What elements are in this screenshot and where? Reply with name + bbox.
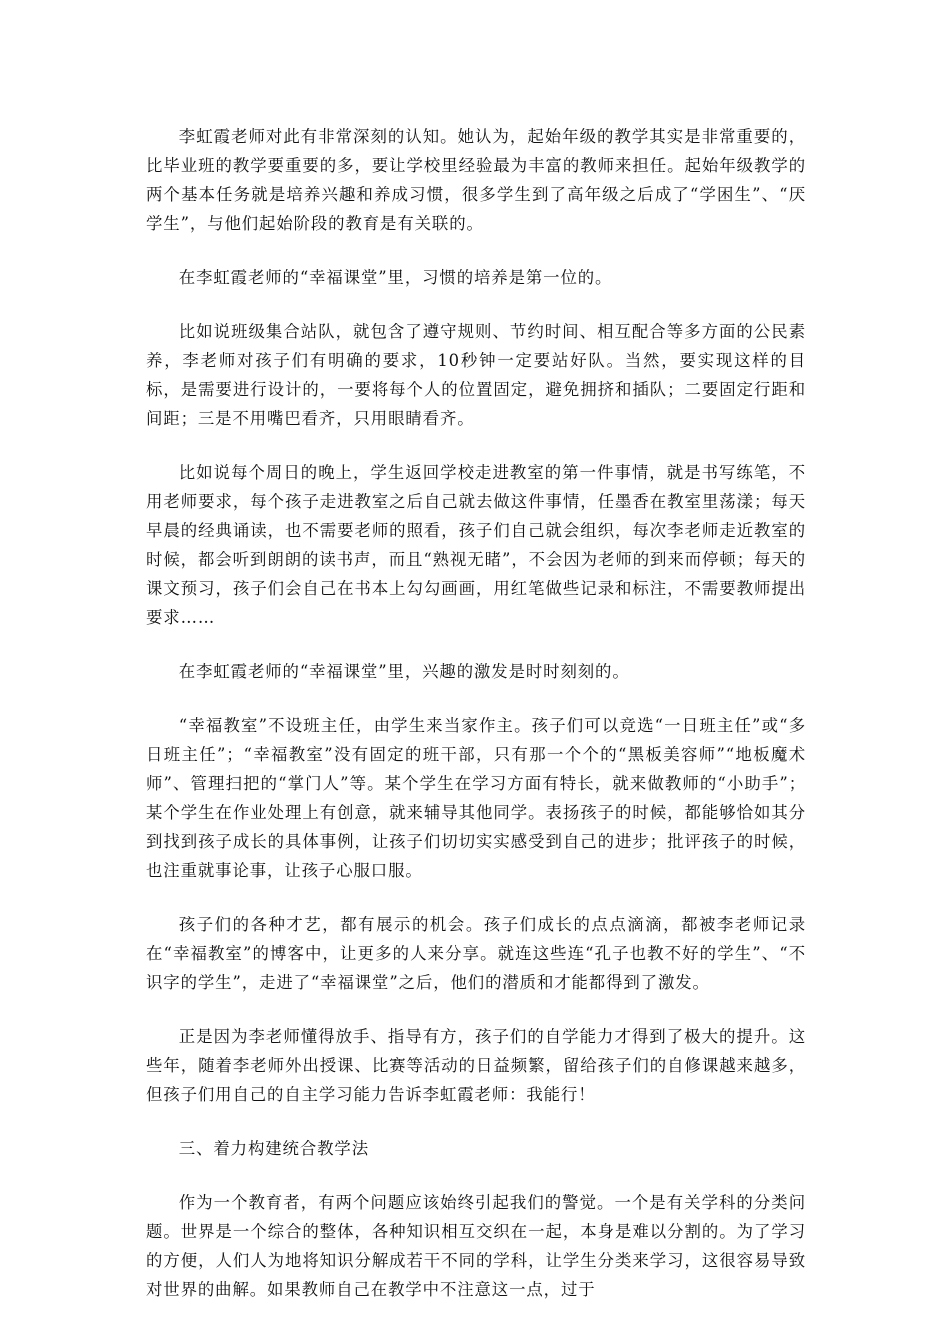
paragraph-8: 正是因为李老师懂得放手、指导有方，孩子们的自学能力才得到了极大的提升。这些年，随着李老师外出授课、比赛等活动的日益频繁，留给孩子们的自修课越来越多，但孩子们用自己的自主学习能力告诉李虹霞老师：我能行！ <box>146 1027 806 1104</box>
paragraph-6: “幸福教室”不设班主任，由学生来当家作主。孩子们可以竞选“一日班主任”或“多日班主任”；“幸福教室”没有固定的班干部，只有那一个个的“黑板美容师”“地板魔术师”、管理扫把的“掌门人”等。某个学生在学习方面有特长，就来做教师的“小助手”；某个学生在作业处理上有创意，就来辅导其他同学。表扬孩子的时候，都能够恰如其分到找到孩子成长的具体事例，让孩子们切切实实感受到自己的进步；批评孩子的时候，也注重就事论事，让孩子心服口服。 <box>146 716 806 880</box>
paragraph-1: 李虹霞老师对此有非常深刻的认知。她认为，起始年级的教学其实是非常重要的，比毕业班的教学要重要的多，要让学校里经验最为丰富的教师来担任。起始年级教学的两个基本任务就是培养兴趣和养成习惯，很多学生到了高年级之后成了“学困生”、“厌学生”，与他们起始阶段的教育是有关联的。 <box>146 127 806 233</box>
paragraph-5: 在李虹霞老师的“幸福课堂”里，兴趣的激发是时时刻刻的。 <box>178 662 630 681</box>
paragraph-final: 作为一个教育者，有两个问题应该始终引起我们的警觉。一个是有关学科的分类问题。世界是一个综合的整体，各种知识相互交织在一起，本身是难以分割的。为了学习的方便，人们人为地将知识分解成若干不同的学科，让学生分类来学习，这很容易导致对世界的曲解。如果教师自己在教学中不注意这一点，过于 <box>146 1193 806 1299</box>
paragraph-4: 比如说每个周日的晚上，学生返回学校走进教室的第一件事情，就是书写练笔，不用老师要求，每个孩子走进教室之后自己就去做这件事情，任墨香在教室里荡漾；每天早晨的经典诵读，也不需要老师的照看，孩子们自己就会组织，每次李老师走近教室的时候，都会听到朗朗的读书声，而且“熟视无睹”，不会因为老师的到来而停顿；每天的课文预习，孩子们会自己在书本上勾勾画画，用红笔做些记录和标注，不需要教师提出要求…… <box>146 463 806 627</box>
document-body <box>146 122 806 1329</box>
paragraph-2: 在李虹霞老师的“幸福课堂”里，习惯的培养是第一位的。 <box>178 268 613 287</box>
paragraph-7: 孩子们的各种才艺，都有展示的机会。孩子们成长的点点滴滴，都被李老师记录在“幸福教室”的博客中，让更多的人来分享。就连这些连“孔子也教不好的学生”、“不识字的学生”，走进了“幸福课堂”之后，他们的潜质和才能都得到了激发。 <box>146 915 806 992</box>
paragraph-3: 比如说班级集合站队，就包含了遵守规则、节约时间、相互配合等多方面的公民素养，李老师对孩子们有明确的要求，10秒钟一定要站好队。当然，要实现这样的目标，是需要进行设计的，一要将每个人的位置固定，避免拥挤和插队；二要固定行距和间距；三是不用嘴巴看齐，只用眼睛看齐。 <box>146 322 806 428</box>
section-heading: 三、着力构建统合教学法 <box>178 1139 369 1158</box>
